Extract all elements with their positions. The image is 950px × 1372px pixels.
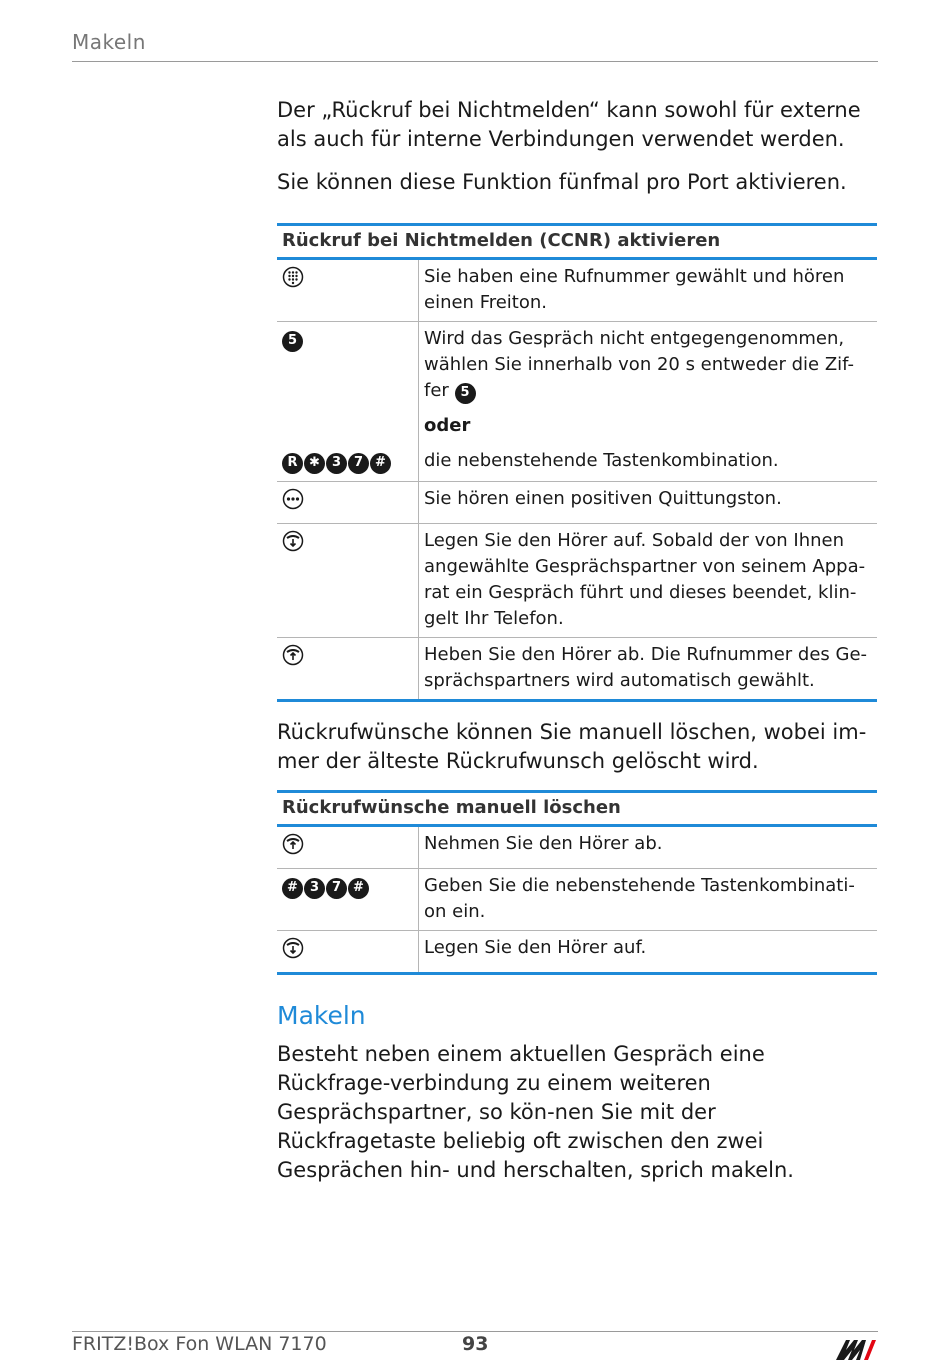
step-text: Nehmen Sie den Hörer ab. (419, 826, 878, 869)
step-text: Wird das Gespräch nicht entgegengenommen, wählen Sie innerhalb von 20 s entweder die Zif-fer (424, 328, 855, 401)
running-head: Makeln (72, 30, 146, 54)
main-content (277, 96, 877, 1199)
key-5-icon: 5 (455, 383, 476, 404)
table-row (277, 931, 877, 974)
step-text: Geben Sie die nebenstehende Tastenkombinati-on ein. (419, 869, 878, 931)
ccnr-table-title: Rückruf bei Nichtmelden (CCNR) aktivieren (277, 223, 877, 257)
section-body: Besteht neben einem aktuellen Gespräch eine Rückfrage-verbindung zu einem weiteren Gesprächspartner, so kön-nen Sie mit der Rückfragetaste beliebig oft zwischen den zwei Gesprächen hin- und herschalten, sprich makeln. (277, 1042, 794, 1182)
key-hash-icon: # (348, 878, 369, 899)
footer-rule (72, 1331, 878, 1332)
table-row (277, 524, 877, 638)
table-row (277, 482, 877, 524)
step-text-oder: oder (424, 415, 471, 436)
handset-hangup-icon (282, 530, 304, 552)
key-hash-icon: # (282, 878, 303, 899)
delete-table-title: Rückrufwünsche manuell löschen (277, 790, 877, 824)
table-row (277, 444, 877, 482)
footer-product-name: FRITZ!Box Fon WLAN 7170 (72, 1333, 327, 1355)
step-text: die nebenstehende Tastenkombination. (424, 450, 779, 471)
header-rule (72, 61, 878, 62)
delete-callback-table (277, 790, 877, 975)
mid-paragraph: Rückrufwünsche können Sie manuell löschen, wobei im-mer der älteste Rückrufwunsch gelöscht wird. (277, 720, 867, 773)
key-5-icon: 5 (282, 331, 303, 352)
key-hash-icon: # (370, 453, 391, 474)
step-text: Heben Sie den Hörer ab. Die Rufnummer des Ge-sprächspartners wird automatisch gewählt. (419, 638, 878, 701)
table-row (277, 869, 877, 931)
step-text: Sie haben eine Rufnummer gewählt und hören einen Freiton. (419, 259, 878, 322)
step-text: Legen Sie den Hörer auf. (419, 931, 878, 974)
handset-pickup-icon (282, 644, 304, 666)
keypad-icon (282, 266, 304, 288)
key-r-icon: R (282, 453, 303, 474)
ccnr-table (277, 223, 877, 702)
key-sequence (282, 875, 369, 901)
key-7-icon: 7 (326, 878, 347, 899)
key-7-icon: 7 (348, 453, 369, 474)
intro-paragraph-2: Sie können diese Funktion fünfmal pro Port aktivieren. (277, 170, 847, 194)
tone-icon (282, 488, 304, 510)
table-row (277, 638, 877, 701)
key-star-icon: ✱ (304, 453, 325, 474)
section-heading: Makeln (277, 1001, 366, 1030)
step-text: Legen Sie den Hörer auf. Sobald der von Ihnen angewählte Gesprächspartner von seinem Appa-rat ein Gespräch führt und dieses beendet, klin-gelt Ihr Telefon. (419, 524, 878, 638)
table-row (277, 826, 877, 869)
page-number: 93 (462, 1333, 489, 1355)
table-row (277, 409, 877, 444)
key-3-icon: 3 (326, 453, 347, 474)
intro-paragraph-1: Der „Rückruf bei Nichtmelden“ kann sowohl für externe als auch für interne Verbindungen verwendet werden. (277, 98, 861, 151)
table-row (277, 259, 877, 322)
key-sequence (282, 328, 303, 354)
handset-pickup-icon (282, 833, 304, 855)
key-3-icon: 3 (304, 878, 325, 899)
step-text: Sie hören einen positiven Quittungston. (419, 482, 878, 524)
table-row (277, 322, 877, 410)
handset-hangup-icon (282, 937, 304, 959)
avm-logo-icon (834, 1336, 878, 1362)
key-sequence (282, 450, 391, 476)
